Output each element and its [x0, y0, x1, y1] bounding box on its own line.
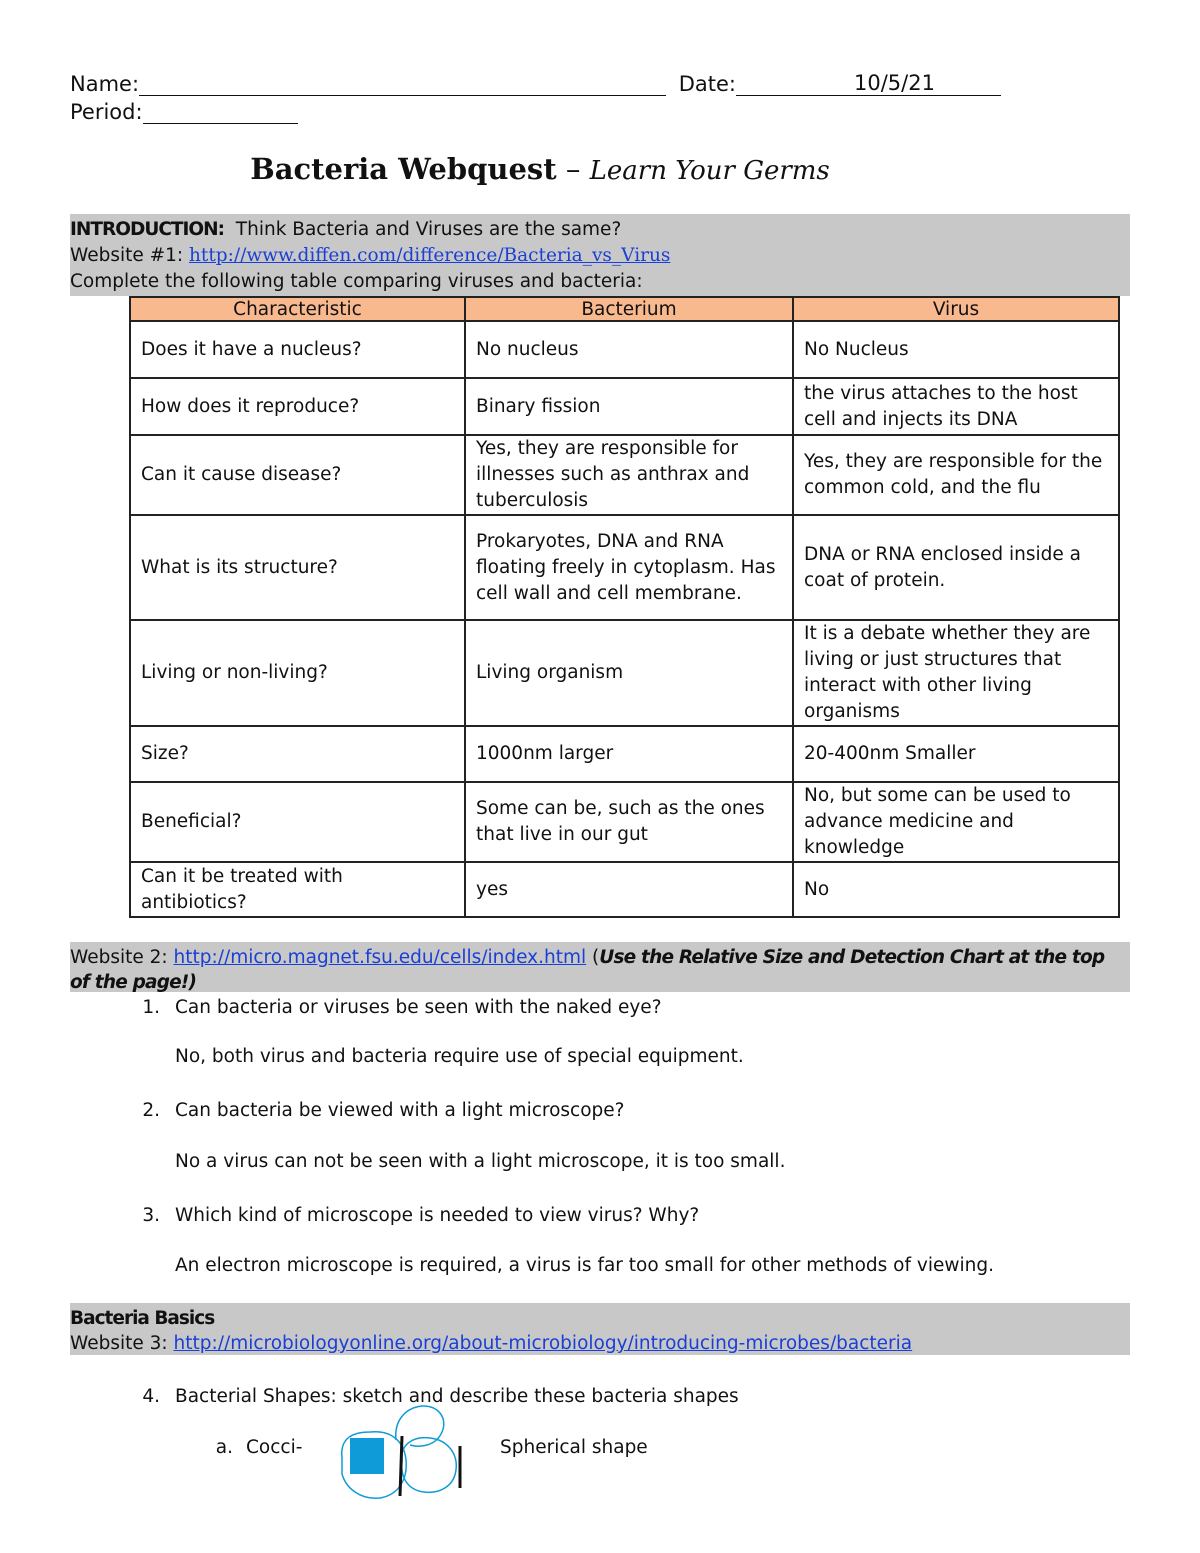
website1-link[interactable]: http://www.diffen.com/difference/Bacteria_vs_Virus	[189, 245, 671, 266]
title-sub: Learn Your Germs	[589, 156, 830, 186]
table-cell: No Nucleus	[793, 321, 1119, 378]
question-text: Which kind of microscope is needed to view virus? Why?	[175, 1205, 700, 1226]
period-label: Period:	[70, 100, 143, 124]
table-header-virus: Virus	[793, 297, 1119, 321]
basics-heading-text: Bacteria Basics	[70, 1308, 215, 1329]
cocci-sketch-icon	[330, 1400, 480, 1530]
table-cell: Beneficial?	[130, 782, 465, 862]
table-cell: Can it be treated with antibiotics?	[130, 862, 465, 917]
table-cell: 1000nm larger	[465, 726, 793, 782]
answer-1[interactable]: No, both virus and bacteria require use of special equipment.	[175, 1046, 744, 1067]
table-row	[130, 862, 1119, 917]
table-cell: Yes, they are responsible for illnesses such as anthrax and tuberculosis	[465, 435, 793, 515]
website3-link[interactable]: http://microbiologyonline.org/about-microbiology/introducing-microbes/bacteria	[173, 1333, 913, 1354]
title-dash: –	[556, 152, 590, 186]
question-text: Can bacteria be viewed with a light microscope?	[175, 1100, 625, 1121]
intro-heading-line	[70, 217, 621, 242]
basics-heading	[70, 1306, 214, 1331]
table-cell: DNA or RNA enclosed inside a coat of protein.	[793, 515, 1119, 620]
table-row	[130, 321, 1119, 378]
website3-line	[70, 1331, 912, 1356]
website3-label: Website 3:	[70, 1333, 174, 1354]
question-text: Bacterial Shapes: sketch and describe these bacteria shapes	[175, 1386, 739, 1407]
date-label: Date:	[678, 72, 736, 96]
table-cell: Prokaryotes, DNA and RNA floating freely in cytoplasm. Has cell wall and cell membrane.	[465, 515, 793, 620]
sketch-square	[350, 1438, 384, 1474]
table-cell: What is its structure?	[130, 515, 465, 620]
table-cell: No, but some can be used to advance medicine and knowledge	[793, 782, 1119, 862]
table-cell: Size?	[130, 726, 465, 782]
table-row	[130, 620, 1119, 726]
website2-note-open: (	[586, 947, 600, 968]
page-title	[0, 152, 1080, 186]
website2-link[interactable]: http://micro.magnet.fsu.edu/cells/index.html	[173, 947, 587, 968]
table-row	[130, 515, 1119, 620]
name-field[interactable]	[139, 73, 666, 96]
sub-letter: a.	[215, 1437, 233, 1458]
comparison-table	[129, 296, 1120, 918]
table-row	[130, 435, 1119, 515]
table-cell: 20-400nm Smaller	[793, 726, 1119, 782]
question-number: 1.	[142, 997, 160, 1018]
table-cell: No	[793, 862, 1119, 917]
title-main: Bacteria Webquest	[250, 152, 557, 186]
table-row	[130, 782, 1119, 862]
question-number: 2.	[142, 1100, 160, 1121]
name-label: Name:	[70, 72, 140, 96]
period-row	[70, 100, 298, 124]
table-cell: Living or non-living?	[130, 620, 465, 726]
intro-question: Think Bacteria and Viruses are the same?	[235, 219, 622, 240]
sub-answer[interactable]: Spherical shape	[500, 1437, 648, 1458]
website2-label: Website 2:	[70, 947, 174, 968]
table-row	[130, 726, 1119, 782]
sub-label: Cocci-	[246, 1437, 303, 1458]
table-cell: yes	[465, 862, 793, 917]
table-cell: How does it reproduce?	[130, 378, 465, 435]
question-text: Can bacteria or viruses be seen with the naked eye?	[175, 997, 662, 1018]
question-number: 4.	[142, 1386, 160, 1407]
question-number: 3.	[142, 1205, 160, 1226]
table-cell: Does it have a nucleus?	[130, 321, 465, 378]
answer-2[interactable]: No a virus can not be seen with a light microscope, it is too small.	[175, 1151, 786, 1172]
sketch-line-left	[400, 1436, 402, 1496]
table-cell: Can it cause disease?	[130, 435, 465, 515]
table-cell: the virus attaches to the host cell and injects its DNA	[793, 378, 1119, 435]
period-field[interactable]	[143, 101, 298, 124]
table-cell: Living organism	[465, 620, 793, 726]
answer-3[interactable]: An electron microscope is required, a virus is far too small for other methods of viewing.	[175, 1255, 994, 1276]
name-row	[70, 72, 1001, 96]
intro-heading: INTRODUCTION:	[70, 219, 225, 240]
intro-instruction: Complete the following table comparing viruses and bacteria:	[70, 271, 643, 292]
website2-note: Use the Relative Size and Detection Chart at the top of the page!)	[70, 947, 1105, 993]
table-header-row	[130, 297, 1119, 321]
date-field[interactable]	[736, 73, 1001, 96]
table-cell: No nucleus	[465, 321, 793, 378]
table-row	[130, 378, 1119, 435]
table-cell: Some can be, such as the ones that live in our gut	[465, 782, 793, 862]
website2-line	[70, 945, 1110, 995]
website1-label: Website #1:	[70, 245, 190, 266]
table-header-bacterium: Bacterium	[465, 297, 793, 321]
table-cell: Binary fission	[465, 378, 793, 435]
table-header-characteristic: Characteristic	[130, 297, 465, 321]
date-value: 10/5/21	[854, 71, 935, 95]
sketch-circle-right	[402, 1438, 457, 1493]
website1-line	[70, 243, 670, 268]
table-cell: It is a debate whether they are living or just structures that interact with other living organisms	[793, 620, 1119, 726]
table-cell: Yes, they are responsible for the common cold, and the flu	[793, 435, 1119, 515]
